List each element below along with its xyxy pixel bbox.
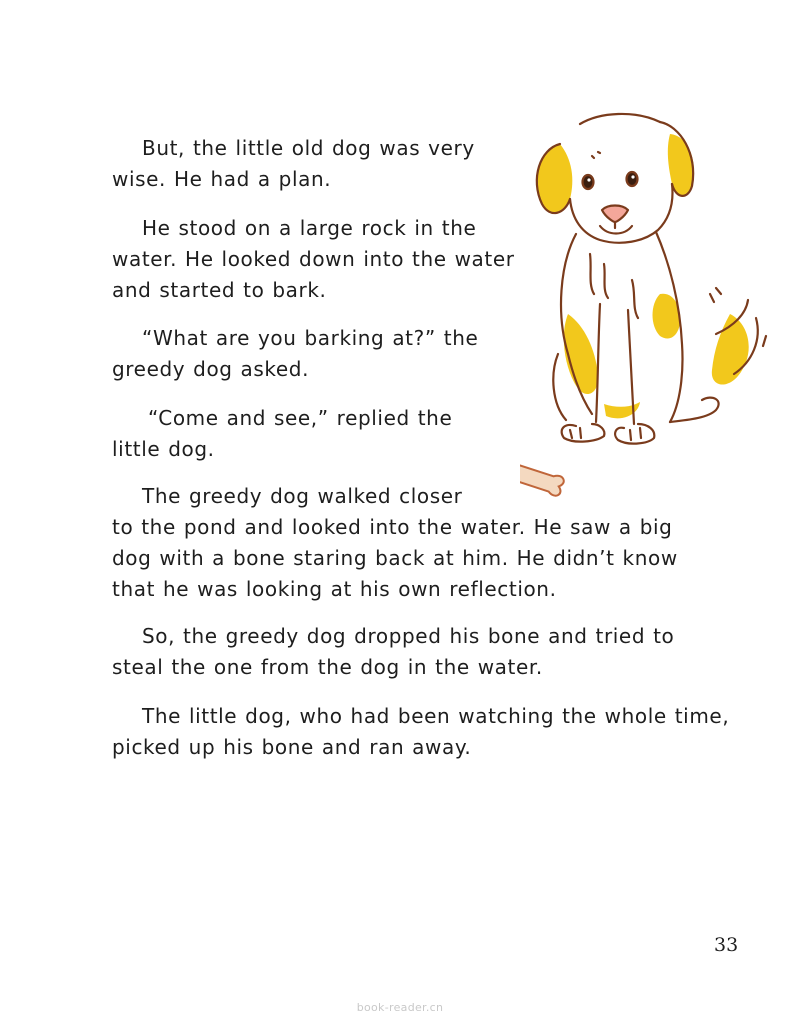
page-number: 33 [714,934,739,956]
text-line: steal the one from the dog in the water. [112,655,543,679]
paragraph-1 [112,133,475,195]
paragraph-2 [112,213,515,306]
text-line: The greedy dog walked closer [142,484,463,508]
text-line: “Come and see,” replied the [148,406,453,430]
text-line: So, the greedy dog dropped his bone and tried to [142,624,675,648]
text-line: He stood on a large rock in the [142,216,477,240]
paragraph-7 [112,701,730,763]
paragraph-6 [112,621,675,683]
paragraph-4 [112,403,453,465]
text-line: dog with a bone staring back at him. He didn’t know [112,546,678,570]
text-line: to the pond and looked into the water. He saw a big [112,515,673,539]
text-line: that he was looking at his own reflection. [112,577,557,601]
dog-illustration [520,104,780,504]
text-line: water. He looked down into the water [112,247,515,271]
watermark: book-reader.cn [356,1001,444,1014]
text-line: “What are you barking at?” the [142,326,479,350]
text-line: picked up his bone and ran away. [112,735,472,759]
text-line: and started to bark. [112,278,327,302]
text-line: But, the little old dog was very [142,136,475,160]
bone-icon [520,449,565,497]
text-line: The little dog, who had been watching the whole time, [142,704,730,728]
dog-icon [537,114,766,444]
paragraph-3 [112,323,479,385]
text-line: wise. He had a plan. [112,167,332,191]
text-line: greedy dog asked. [112,357,310,381]
text-line: little dog. [112,437,215,461]
